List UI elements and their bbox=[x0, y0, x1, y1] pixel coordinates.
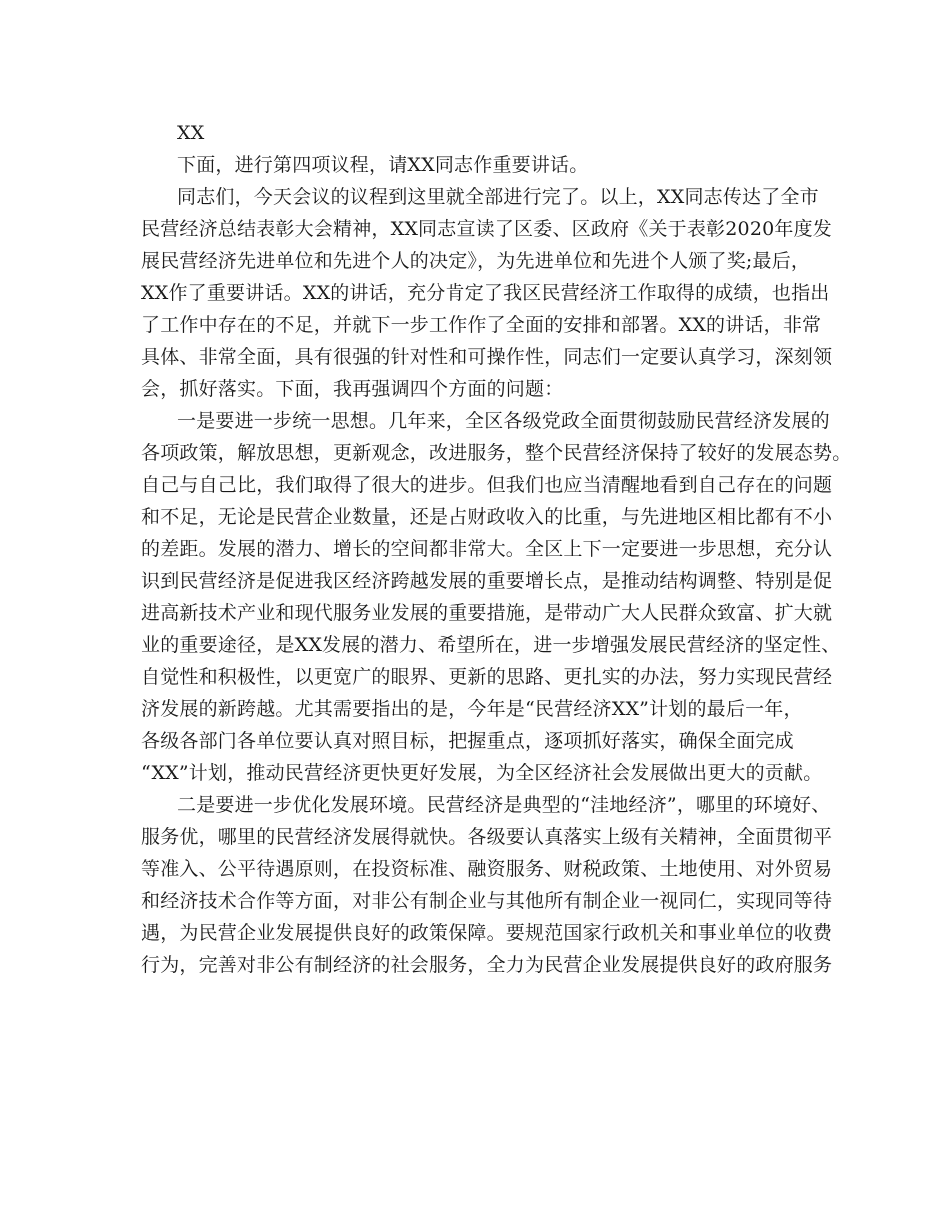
text-line: 同志们，今天会议的议程到这里就全部进行完了。以上，XX同志传达了全市 bbox=[177, 186, 819, 208]
text-line: 和不足，无论是民营企业数量，还是占财政收入的比重，与先进地区相比都有不小 bbox=[141, 506, 833, 528]
text-line: 等准入、公平待遇原则，在投资标准、融资服务、财税政策、土地使用、对外贸易 bbox=[141, 858, 833, 880]
text-line: 的差距。发展的潜力、增长的空间都非常大。全区上下一定要进一步思想，充分认 bbox=[141, 538, 833, 560]
text-line: 业的重要途径，是XX发展的潜力、希望所在，进一步增强发展民营经济的坚定性、 bbox=[141, 634, 841, 656]
text-line: XX bbox=[177, 122, 205, 144]
text-line: 和经济技术合作等方面，对非公有制企业与其他所有制企业一视同仁，实现同等待 bbox=[141, 890, 833, 912]
text-line: 自己与自己比，我们取得了很大的进步。但我们也应当清醒地看到自己存在的问题 bbox=[141, 474, 833, 496]
text-line: 会，抓好落实。下面，我再强调四个方面的问题： bbox=[141, 378, 564, 400]
text-line: XX作了重要讲话。XX的讲话，充分肯定了我区民营经济工作取得的成绩，也指出 bbox=[141, 282, 830, 304]
text-line: 行为，完善对非公有制经济的社会服务，全力为民营企业发展提供良好的政府服务 bbox=[141, 954, 833, 976]
text-line: 下面，进行第四项议程，请XX同志作重要讲话。 bbox=[177, 154, 589, 176]
text-line: 各级各部门各单位要认真对照目标，把握重点，逐项抓好落实，确保全面完成 bbox=[141, 730, 794, 752]
text-line: 了工作中存在的不足，并就下一步工作作了全面的安排和部署。XX的讲话，非常 bbox=[141, 314, 822, 336]
text-line: 民营经济总结表彰大会精神，XX同志宣读了区委、区政府《关于表彰2020年度发 bbox=[141, 218, 833, 240]
text-line: 各项政策，解放思想，更新观念，改进服务，整个民营经济保持了较好的发展态势。 bbox=[141, 442, 852, 464]
document-body bbox=[141, 117, 852, 981]
text-line: 一是要进一步统一思想。几年来，全区各级党政全面贯彻鼓励民营经济发展的 bbox=[177, 410, 830, 432]
text-line: 展民营经济先进单位和先进个人的决定》，为先进单位和先进个人颁了奖;最后， bbox=[141, 250, 811, 272]
text-line: 遇，为民营企业发展提供良好的政策保障。要规范国家行政机关和事业单位的收费 bbox=[141, 922, 833, 944]
text-line: “XX”计划，推动民营经济更快更好发展，为全区经济社会发展做出更大的贡献。 bbox=[141, 762, 823, 784]
text-line: 识到民营经济是促进我区经济跨越发展的重要增长点，是推动结构调整、特别是促 bbox=[141, 570, 833, 592]
text-line: 二是要进一步优化发展环境。民营经济是典型的“洼地经济”，哪里的环境好、 bbox=[177, 794, 831, 816]
text-line: 服务优，哪里的民营经济发展得就快。各级要认真落实上级有关精神，全面贯彻平 bbox=[141, 826, 833, 848]
text-line: 自觉性和积极性，以更宽广的眼界、更新的思路、更扎实的办法，努力实现民营经 bbox=[141, 666, 833, 688]
text-line: 具体、非常全面，具有很强的针对性和可操作性，同志们一定要认真学习，深刻领 bbox=[141, 346, 833, 368]
text-line: 进高新技术产业和现代服务业发展的重要措施，是带动广大人民群众致富、扩大就 bbox=[141, 602, 833, 624]
text-line: 济发展的新跨越。尤其需要指出的是，今年是“民营经济XX”计划的最后一年， bbox=[141, 698, 803, 720]
